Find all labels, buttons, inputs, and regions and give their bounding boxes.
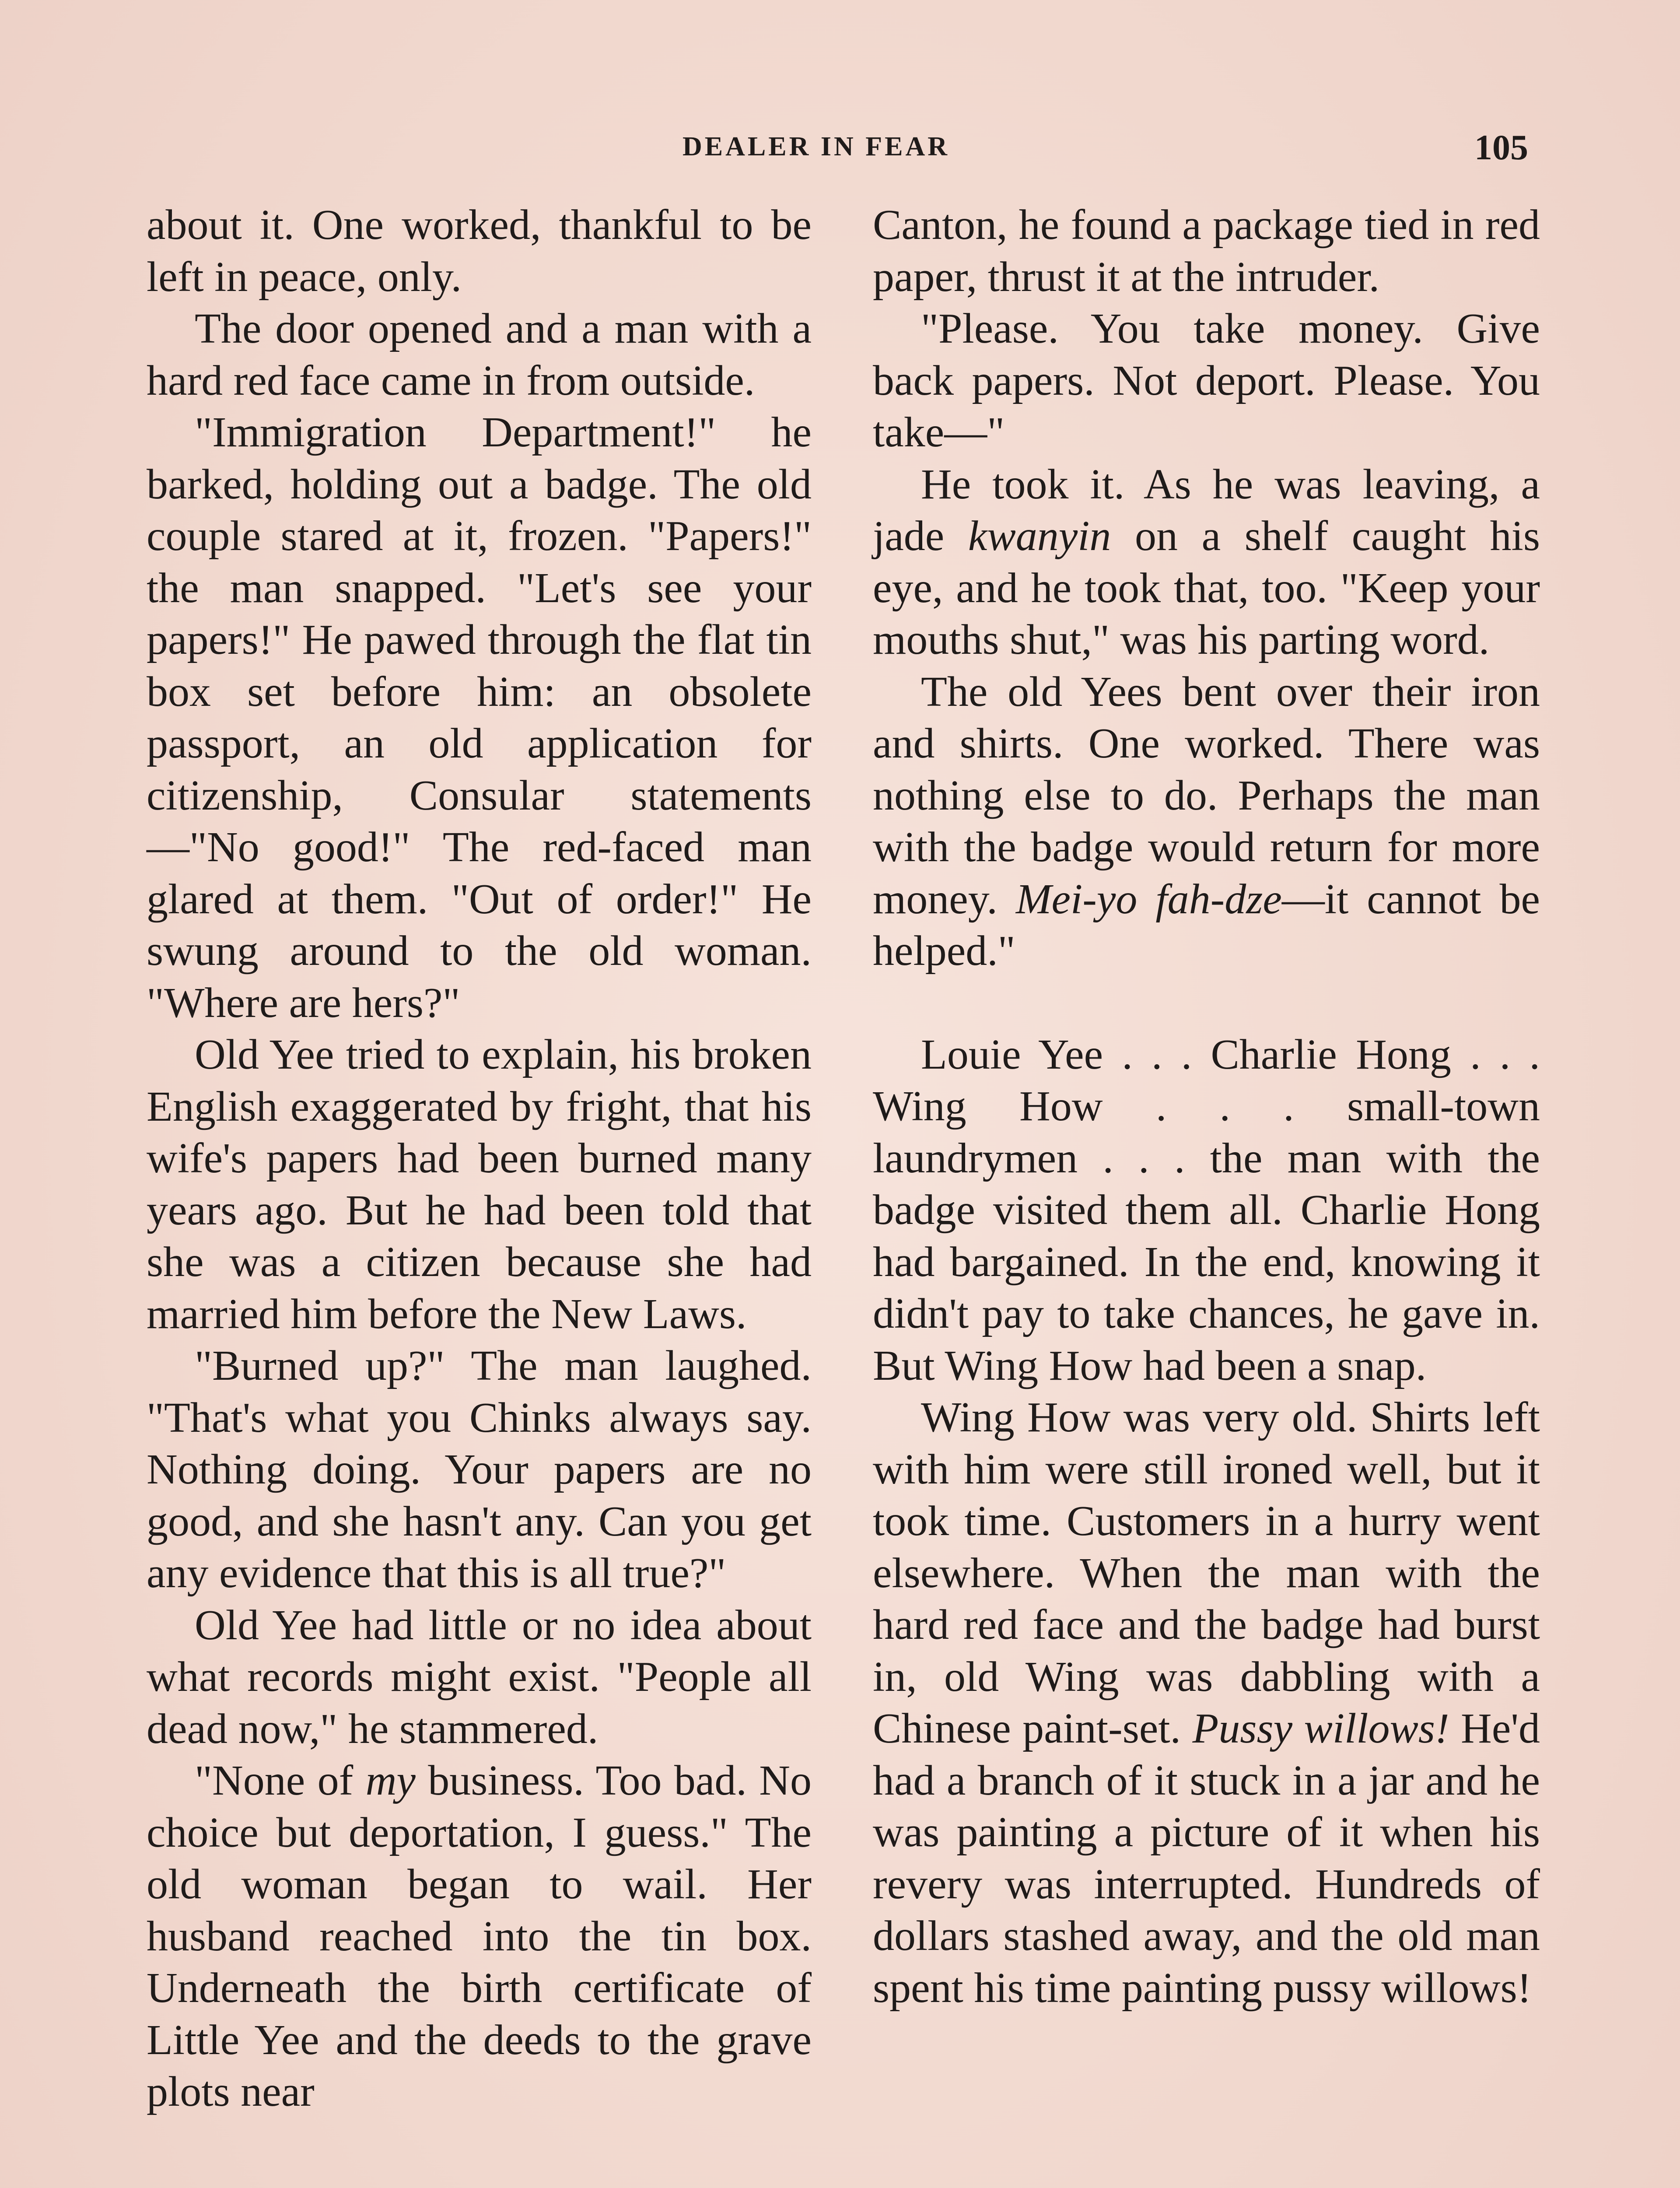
text-run: on a shelf caught his eye, and he took that, too. "Keep your mouths shut," was his parting word. <box>873 512 1540 663</box>
text-run: The old Yees bent over their iron and shirts. One worked. There was nothing else to do. Perhaps the man with the badge would return for more money. <box>873 668 1540 923</box>
paragraph: Louie Yee . . . Charlie Hong . . . Wing How . . . small-town laundrymen . . . the man with the badge visited them all. Charlie Hong had bargained. In the end, knowing it didn't pay to take chances, he gave in. But Wing How had been a snap. <box>873 1031 1540 1389</box>
paragraph <box>873 666 1540 977</box>
italic-text: my <box>365 1757 416 1804</box>
text-run: He took it. As he was leaving, a jade <box>873 460 1540 560</box>
italic-text: Mei-yo fah-dze <box>1015 875 1282 923</box>
paragraph: "Please. You take money. Give back papers. Not deport. Please. You take—" <box>873 305 1540 456</box>
text-run: Wing How was very old. Shirts left with him were still ironed well, but it took time. Customers in a hurry went elsewhere. When the man with the hard red face and the badge had burst in, old Wing was dabbling with a Chinese paint-set. <box>873 1394 1540 1752</box>
paragraph <box>147 1755 812 2118</box>
page-number: 105 <box>1474 127 1528 167</box>
left-column <box>147 199 812 2118</box>
text-run: "None of <box>195 1757 366 1804</box>
paragraph <box>873 1392 1540 2014</box>
paragraph <box>873 459 1540 666</box>
paragraph: Old Yee tried to explain, his broken English exaggerated by fright, that his wife's papers had been burned many years ago. But he had been told that she was a citizen because she had married him before the New Laws. <box>147 1031 812 1338</box>
paragraph: Old Yee had little or no idea about what records might exist. "People all dead now," he stammered. <box>147 1601 812 1753</box>
text-run: business. Too bad. No choice but deportation, I guess." The old woman began to wail. Her husband reached into the tin box. Underneath the birth certificate of Little Yee and the deeds to the grave plots near <box>147 1757 812 2115</box>
paragraph: Canton, he found a package tied in red paper, thrust it at the intruder. <box>873 201 1540 301</box>
running-head: DEALER IN FEAR <box>682 132 950 161</box>
italic-text: Pussy willows! <box>1192 1705 1449 1752</box>
paragraph: "Burned up?" The man laughed. "That's what you Chinks always say. Nothing doing. Your papers are no good, and she hasn't any. Can you get any evidence that this is all true?" <box>147 1342 812 1597</box>
text-run: —it cannot be helped." <box>873 875 1540 975</box>
paragraph: The door opened and a man with a hard red face came in from outside. <box>147 305 812 404</box>
text-run: He'd had a branch of it stuck in a jar and he was painting a picture of it when his revery was interrupted. Hundreds of dollars stashed away, and the old man spent his time painting pussy willows! <box>873 1705 1540 2012</box>
italic-text: kwanyin <box>968 512 1111 560</box>
paragraph: "Immigration Department!" he barked, holding out a badge. The old couple stared at it, frozen. "Papers!" the man snapped. "Let's see your papers!" He pawed through the flat tin box set before him: an obsolete passport, an old application for citizenship, Consular statements —"No good!" The red-faced man glared at them. "Out of order!" He swung around to the old woman. "Where are hers?" <box>147 409 812 1027</box>
paragraph: about it. One worked, thankful to be left in peace, only. <box>147 201 812 301</box>
right-column <box>873 199 1540 2014</box>
